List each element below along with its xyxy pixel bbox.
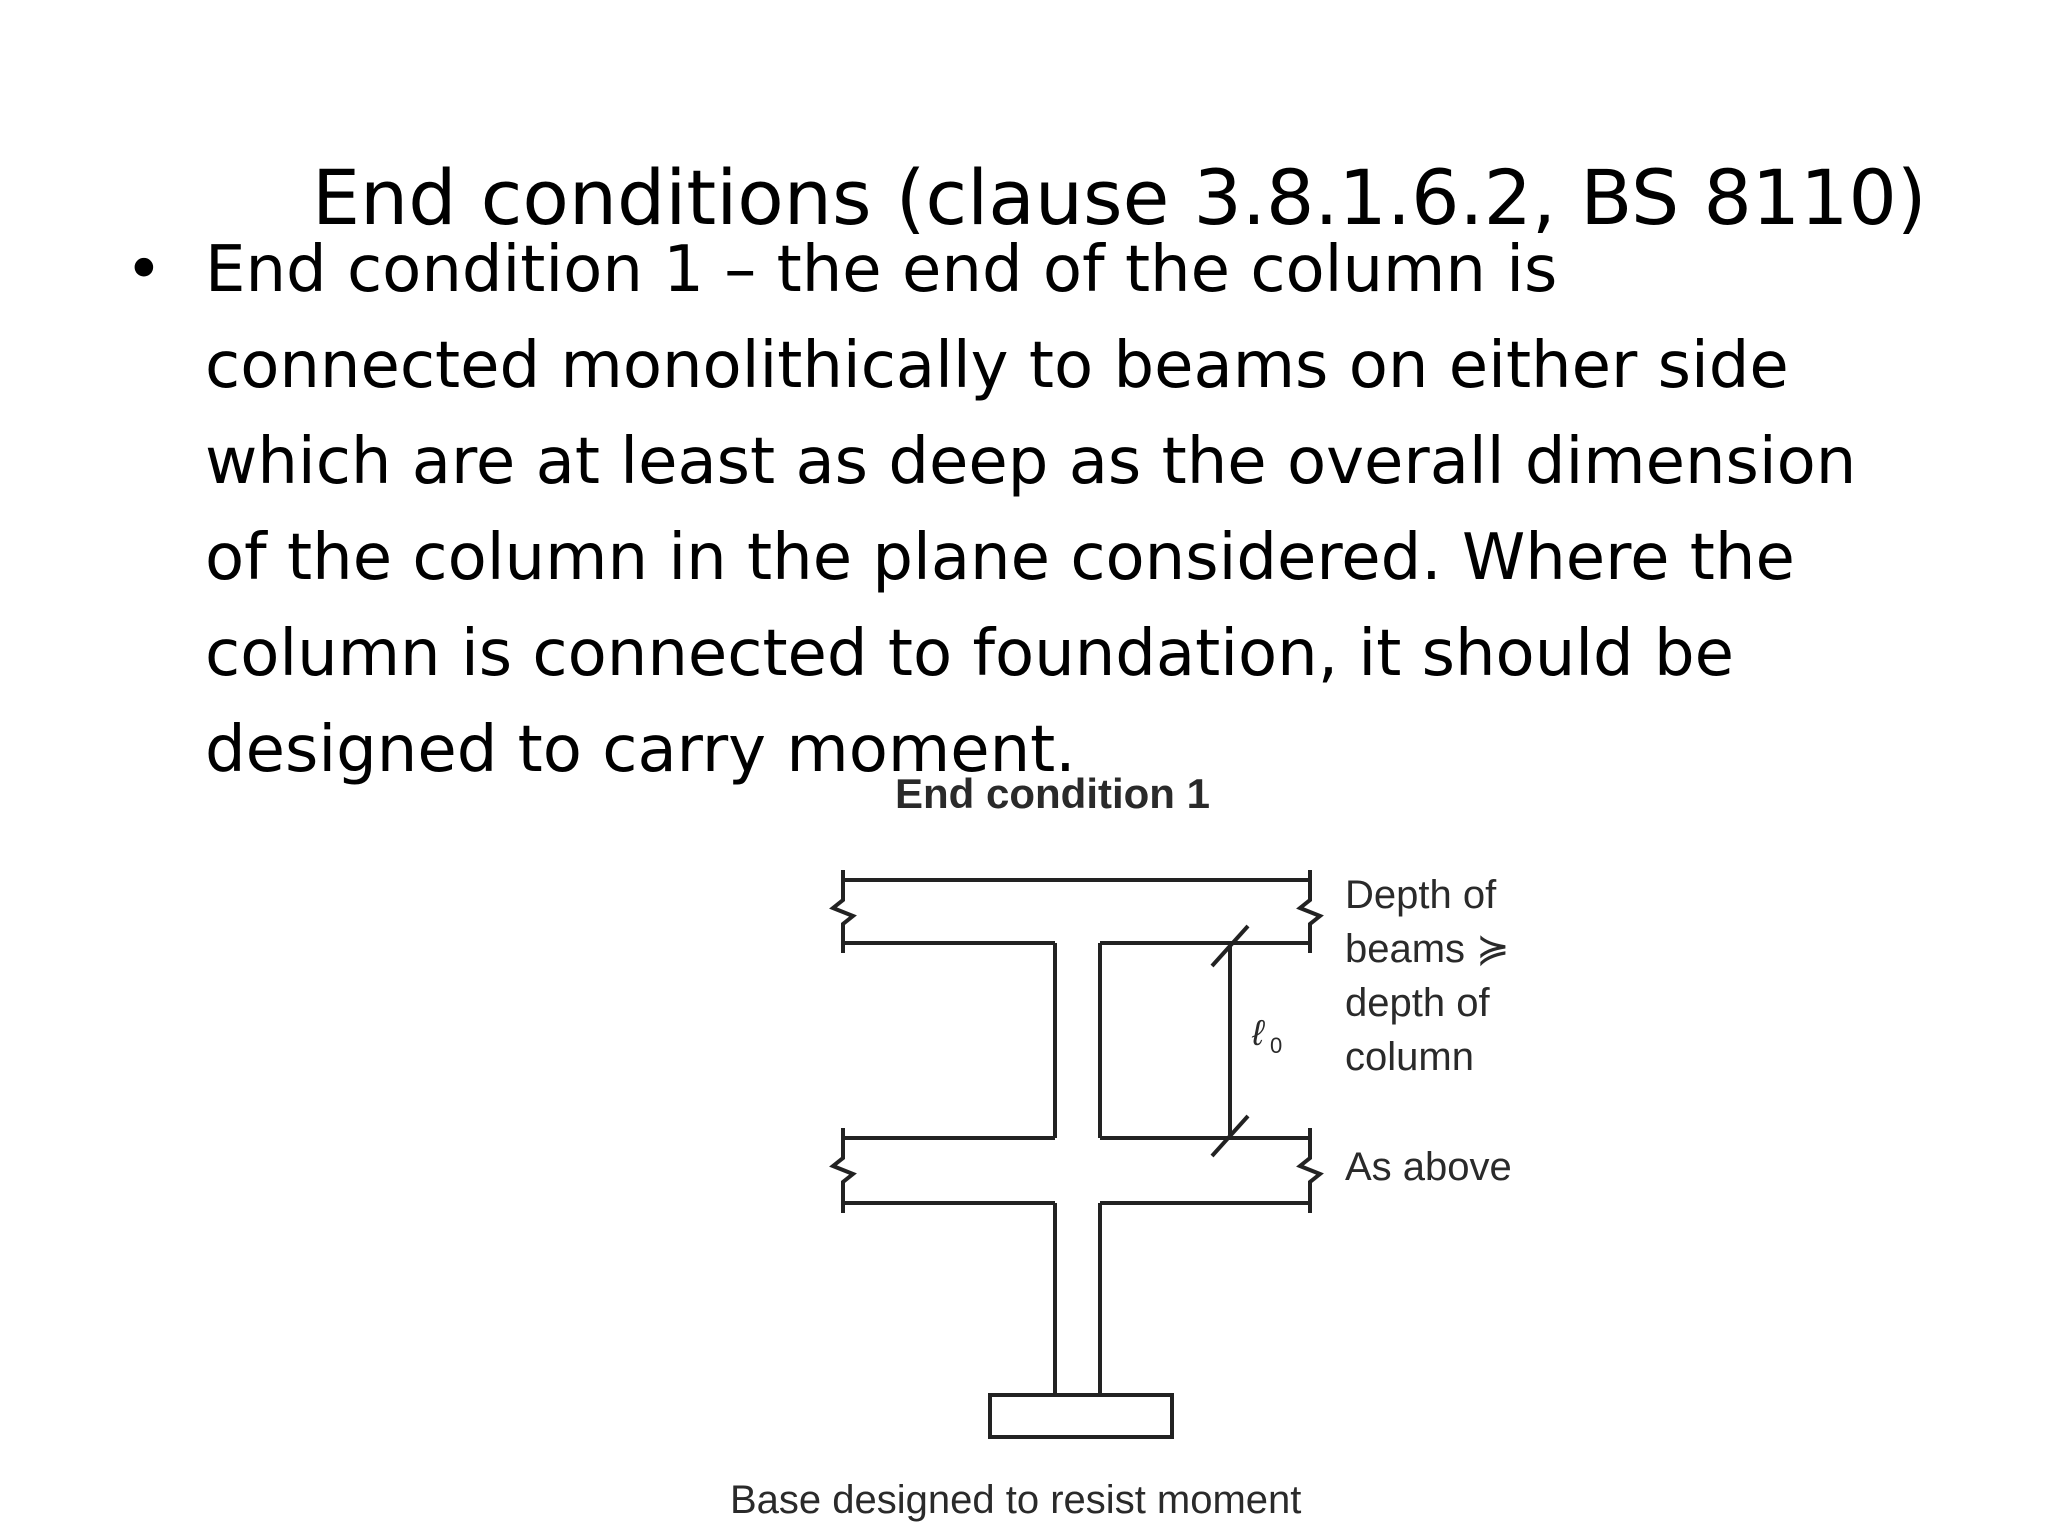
middle-beam-right-break [1300, 1128, 1320, 1213]
middle-beam-left-break [833, 1128, 853, 1213]
top-beam-right-break [1300, 870, 1320, 953]
effective-length-subscript: 0 [1270, 1033, 1283, 1058]
bullet-marker: • [125, 233, 163, 307]
bullet-item [125, 222, 1865, 798]
diagram-caption-top: End condition 1 [895, 770, 1210, 817]
effective-length-label: ℓ [1252, 1012, 1264, 1053]
depth-label-line-2: beams ≽ [1345, 927, 1510, 971]
diagram-svg [700, 760, 1600, 1536]
depth-label-line-3: depth of [1345, 981, 1490, 1025]
as-above-label: As above [1345, 1145, 1512, 1189]
top-beam-left-break [833, 870, 853, 953]
diagram-caption-bottom: Base designed to resist moment [730, 1478, 1302, 1522]
slide-title: End conditions (clause 3.8.1.6.2, BS 8110) [312, 153, 1927, 242]
base-footing [990, 1395, 1172, 1437]
end-condition-diagram [700, 760, 1600, 1536]
depth-label-line-1: Depth of [1345, 873, 1497, 917]
bullet-text: End condition 1 – the end of the column is connected monolithically to beams on either side which are at least as deep as the overall dimension of the column in the plane considered. Where the column is connected to foundation, it should be designed to carry moment. [205, 233, 1857, 787]
depth-label-line-4: column [1345, 1035, 1474, 1079]
